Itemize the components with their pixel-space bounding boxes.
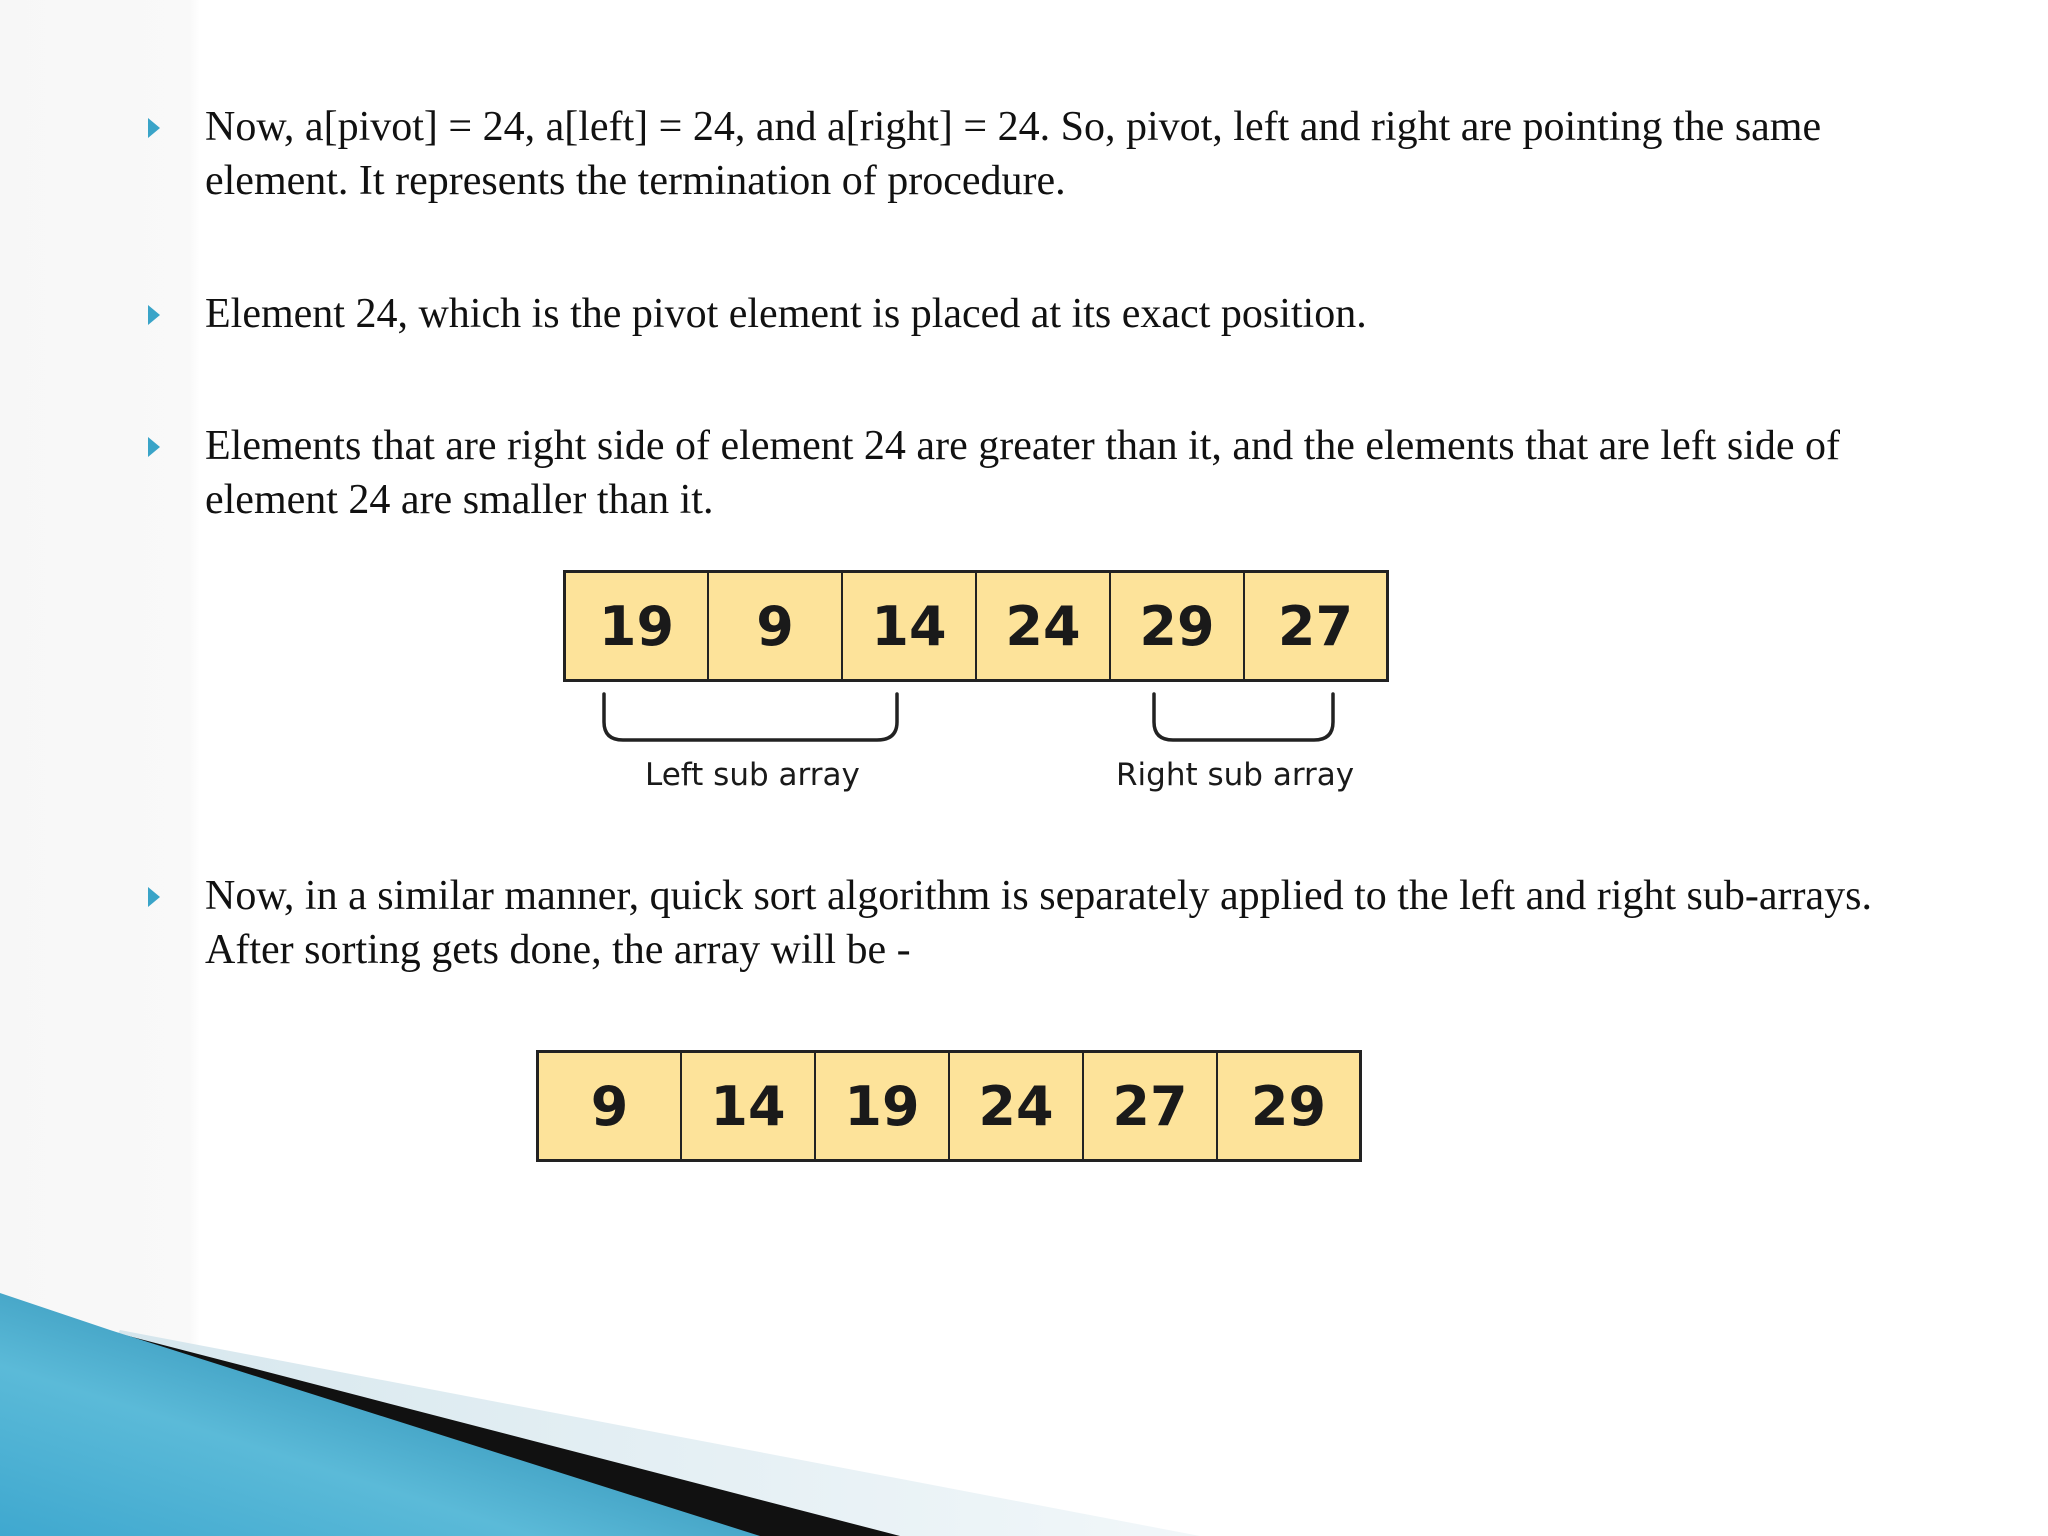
array-cell: 14 [843,573,977,679]
bullet-item [148,419,1908,529]
bullet-arrow-icon [148,437,160,457]
array-cell: 19 [566,573,709,679]
array-cell: 24 [977,573,1111,679]
bullet-item [148,287,1908,343]
array-cell: 24 [950,1053,1084,1159]
left-brace-icon [601,692,901,744]
array-cell: 14 [682,1053,816,1159]
bullet-item [148,869,1908,979]
sorted-array [536,1050,1362,1162]
bullet-text: Now, in a similar manner, quick sort algorithm is separately applied to the left and right sub-arrays. After sorting gets done, the array will be - [205,873,1872,973]
array-cell: 9 [539,1053,682,1159]
bullet-arrow-icon [148,305,160,325]
bullet-text: Element 24, which is the pivot element is placed at its exact position. [205,291,1367,337]
partition-array-diagram [563,570,1389,800]
bullet-arrow-icon [148,887,160,907]
left-sub-array-label: Left sub array [645,757,860,793]
right-sub-array-label: Right sub array [1116,757,1355,793]
partition-array [563,570,1389,682]
right-brace-icon [1151,692,1337,744]
bullet-text: Now, a[pivot] = 24, a[left] = 24, and a[right] = 24. So, pivot, left and right are pointing the same element. It represents the termination of procedure. [205,104,1822,204]
array-cell: 27 [1084,1053,1218,1159]
sorted-array-diagram [536,1050,1362,1166]
array-cell: 29 [1111,573,1245,679]
array-cell: 9 [709,573,843,679]
bullet-arrow-icon [148,118,160,138]
array-cell: 29 [1250,1074,1327,1138]
array-cell: 19 [816,1053,950,1159]
array-cell: 27 [1277,594,1354,658]
bullet-item [148,100,1908,210]
bullet-text: Elements that are right side of element 24 are greater than it, and the elements that are left side of element 24 are smaller than it. [205,423,1841,523]
